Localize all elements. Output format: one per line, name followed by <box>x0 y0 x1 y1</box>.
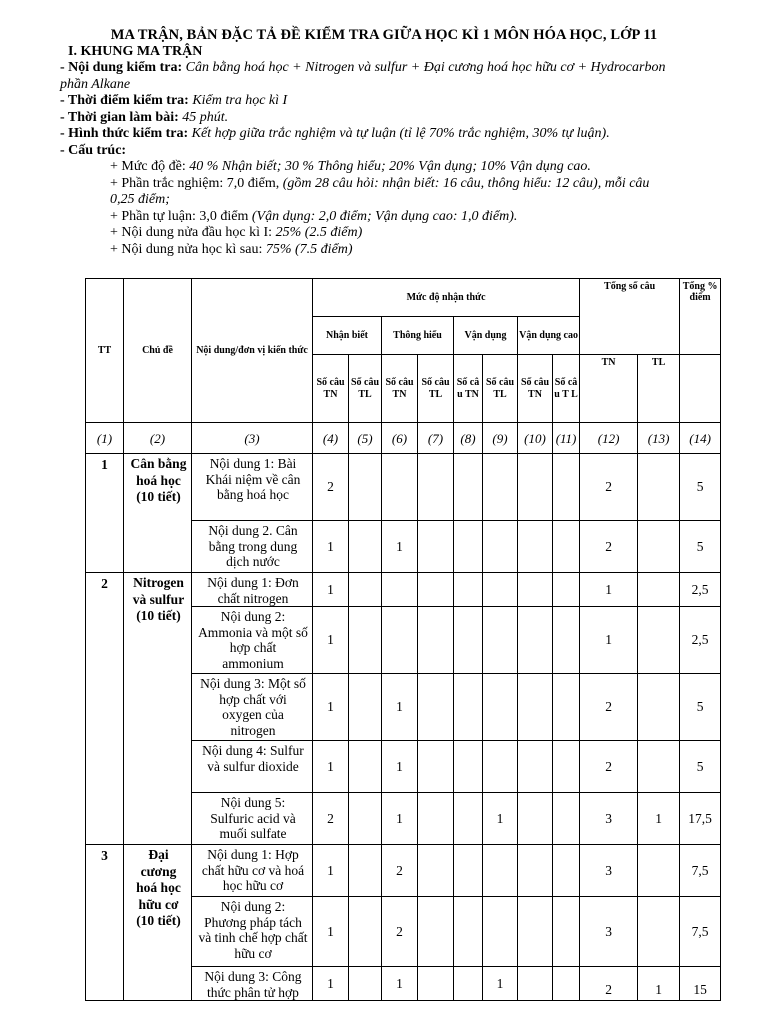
value-cell-c4: 1 <box>313 897 349 967</box>
second-half-value: 75% (7.5 điểm) <box>265 241 353 257</box>
value-cell-c8 <box>454 845 483 897</box>
value-cell-c11 <box>553 521 580 573</box>
value-cell-c4: 1 <box>313 741 349 793</box>
value-cell-c10 <box>518 573 553 607</box>
value-cell-c6: 1 <box>382 967 418 1001</box>
value-cell-c5 <box>349 521 382 573</box>
mc-prefix: + Phần trắc nghiệm: 7,0 điểm, <box>110 175 280 191</box>
header-understand: Thông hiểu <box>382 317 454 355</box>
value-cell-c9 <box>483 573 518 607</box>
value-cell-c8 <box>454 454 483 521</box>
value-cell-c6: 1 <box>382 521 418 573</box>
value-cell-c14: 5 <box>680 521 721 573</box>
value-cell-c8 <box>454 967 483 1001</box>
time-label: - Thời điểm kiểm tra: <box>60 93 189 108</box>
value-cell-c14: 15 <box>680 967 721 1001</box>
matrix-header <box>86 279 721 454</box>
value-cell-c8 <box>454 674 483 741</box>
value-cell-c7 <box>418 573 454 607</box>
value-cell-c12: 2 <box>580 741 638 793</box>
value-cell-c14: 2,5 <box>680 573 721 607</box>
col-number: (9) <box>483 423 518 454</box>
value-cell-c6: 2 <box>382 897 418 967</box>
second-half-line <box>60 242 750 259</box>
value-cell-c10 <box>518 521 553 573</box>
exam-info <box>60 60 750 258</box>
value-cell-c5 <box>349 454 382 521</box>
topic-name: Cân bằng hoá học (10 tiết) <box>124 454 192 573</box>
essay-value: (Vận dụng: 2,0 điểm; Vận dụng cao: 1,0 điểm). <box>251 208 518 224</box>
content-cell: Nội dung 2: Phương pháp tách và tinh chế hợp chất hữu cơ <box>192 897 313 967</box>
value-cell-c6 <box>382 573 418 607</box>
value-cell-c12: 3 <box>580 897 638 967</box>
col-number: (6) <box>382 423 418 454</box>
col-number: (10) <box>518 423 553 454</box>
value-cell-c11 <box>553 967 580 1001</box>
time-line <box>60 93 750 110</box>
header-sub-12: TN <box>580 355 638 423</box>
column-number-row <box>86 423 721 454</box>
value-cell-c4: 1 <box>313 967 349 1001</box>
value-cell-c13 <box>638 521 680 573</box>
value-cell-c7 <box>418 674 454 741</box>
col-number: (3) <box>192 423 313 454</box>
value-cell-c14: 7,5 <box>680 897 721 967</box>
value-cell-c4: 1 <box>313 607 349 674</box>
content-value: Cân bằng hoá học + Nitrogen và sulfur + Đại cương hoá học hữu cơ + Hydrocarbon <box>185 60 666 75</box>
value-cell-c8 <box>454 573 483 607</box>
value-cell-c7 <box>418 967 454 1001</box>
value-cell-c13 <box>638 454 680 521</box>
duration-label: - Thời gian làm bài: <box>60 109 179 125</box>
value-cell-c11 <box>553 741 580 793</box>
col-number: (7) <box>418 423 454 454</box>
content-cell: Nội dung 1: Hợp chất hữu cơ và hoá học hữu cơ <box>192 845 313 897</box>
value-cell-c6: 2 <box>382 845 418 897</box>
header-tt: TT <box>86 279 124 423</box>
section-heading: I. KHUNG MA TRẬN <box>68 44 203 59</box>
value-cell-c6 <box>382 607 418 674</box>
content-cell: Nội dung 1: Bài Khái niệm về cân bằng hoá học <box>192 454 313 521</box>
content-label: - Nội dung kiểm tra: <box>60 60 183 75</box>
col-number: (12) <box>580 423 638 454</box>
value-cell-c14: 2,5 <box>680 607 721 674</box>
header-sub-6: Số câu TN <box>382 355 418 423</box>
value-cell-c13 <box>638 607 680 674</box>
content-line <box>60 60 750 77</box>
value-cell-c13 <box>638 674 680 741</box>
value-cell-c4: 1 <box>313 573 349 607</box>
value-cell-c12: 3 <box>580 845 638 897</box>
value-cell-c7 <box>418 741 454 793</box>
value-cell-c5 <box>349 793 382 845</box>
value-cell-c7 <box>418 521 454 573</box>
value-cell-c7 <box>418 454 454 521</box>
value-cell-c11 <box>553 573 580 607</box>
value-cell-c11 <box>553 845 580 897</box>
value-cell-c5 <box>349 607 382 674</box>
value-cell-c10 <box>518 967 553 1001</box>
first-half-line <box>60 225 750 242</box>
value-cell-c13 <box>638 573 680 607</box>
value-cell-c10 <box>518 793 553 845</box>
value-cell-c13: 1 <box>638 793 680 845</box>
value-cell-c9 <box>483 607 518 674</box>
header-content: Nội dung/đơn vị kiến thức <box>192 279 313 423</box>
header-topic: Chủ đề <box>124 279 192 423</box>
duration-value: 45 phút. <box>182 109 229 125</box>
header-apply-high: Vận dụng cao <box>518 317 580 355</box>
col-number: (5) <box>349 423 382 454</box>
value-cell-c10 <box>518 897 553 967</box>
value-cell-c9 <box>483 845 518 897</box>
value-cell-c9 <box>483 674 518 741</box>
content-cell: Nội dung 2. Cân bằng trong dung dịch nước <box>192 521 313 573</box>
value-cell-c14: 5 <box>680 454 721 521</box>
second-half-prefix: + Nội dung nửa học kì sau: <box>110 241 263 257</box>
table-row <box>86 454 721 521</box>
topic-name: Nitrogen và sulfur (10 tiết) <box>124 573 192 845</box>
value-cell-c10 <box>518 674 553 741</box>
header-apply: Vận dụng <box>454 317 518 355</box>
topic-number: 1 <box>86 454 124 573</box>
value-cell-c4: 2 <box>313 793 349 845</box>
value-cell-c14: 5 <box>680 674 721 741</box>
value-cell-c12: 2 <box>580 967 638 1001</box>
header-sub-13: TL <box>638 355 680 423</box>
level-line <box>60 159 750 176</box>
value-cell-c14: 7,5 <box>680 845 721 897</box>
value-cell-c8 <box>454 793 483 845</box>
value-cell-c5 <box>349 674 382 741</box>
header-total-pct: Tổng % điểm <box>680 279 721 355</box>
value-cell-c13 <box>638 741 680 793</box>
value-cell-c14: 5 <box>680 741 721 793</box>
value-cell-c6: 1 <box>382 793 418 845</box>
table-row <box>86 573 721 607</box>
col-number: (8) <box>454 423 483 454</box>
value-cell-c11 <box>553 607 580 674</box>
structure-label: - Cấu trúc: <box>60 142 127 158</box>
format-label: - Hình thức kiểm tra: <box>60 126 189 141</box>
format-line <box>60 126 750 143</box>
value-cell-c10 <box>518 607 553 674</box>
value-cell-c5 <box>349 967 382 1001</box>
mc-line <box>60 176 750 193</box>
value-cell-c8 <box>454 741 483 793</box>
col-number: (13) <box>638 423 680 454</box>
structure-line <box>60 143 750 160</box>
col-number: (1) <box>86 423 124 454</box>
format-value: Kết hợp giữa trắc nghiệm và tự luận (tỉ lệ 70% trắc nghiệm, 30% tự luận). <box>191 126 610 141</box>
value-cell-c8 <box>454 521 483 573</box>
value-cell-c5 <box>349 897 382 967</box>
value-cell-c11 <box>553 674 580 741</box>
matrix-table <box>85 278 721 1001</box>
header-total-group: Tổng số câu <box>580 279 680 355</box>
value-cell-c12: 3 <box>580 793 638 845</box>
col-number: (4) <box>313 423 349 454</box>
value-cell-c10 <box>518 845 553 897</box>
level-prefix: + Mức độ đề: <box>110 159 186 174</box>
value-cell-c5 <box>349 573 382 607</box>
value-cell-c12: 1 <box>580 607 638 674</box>
first-half-prefix: + Nội dung nửa đầu học kì I: <box>110 225 273 240</box>
matrix-body <box>86 454 721 1001</box>
value-cell-c6: 1 <box>382 674 418 741</box>
content-cell: Nội dung 2: Ammonia và một số hợp chất ammonium <box>192 607 313 674</box>
value-cell-c9: 1 <box>483 967 518 1001</box>
value-cell-c14: 17,5 <box>680 793 721 845</box>
essay-line <box>60 209 750 226</box>
value-cell-c9 <box>483 741 518 793</box>
value-cell-c4: 1 <box>313 521 349 573</box>
col-number: (14) <box>680 423 721 454</box>
header-sub-7: Số câu TL <box>418 355 454 423</box>
topic-name: Đại cương hoá học hữu cơ (10 tiết) <box>124 845 192 1001</box>
value-cell-c8 <box>454 607 483 674</box>
content-cell: Nội dung 5: Sulfuric acid và muối sulfate <box>192 793 313 845</box>
value-cell-c4: 1 <box>313 674 349 741</box>
value-cell-c10 <box>518 741 553 793</box>
content-line-2 <box>60 77 750 94</box>
content-cell: Nội dung 4: Sulfur và sulfur dioxide <box>192 741 313 793</box>
table-row <box>86 845 721 897</box>
value-cell-c8 <box>454 897 483 967</box>
header-recognize: Nhận biết <box>313 317 382 355</box>
topic-number: 3 <box>86 845 124 1001</box>
value-cell-c12: 2 <box>580 454 638 521</box>
value-cell-c11 <box>553 793 580 845</box>
header-sub-9: Số câu TL <box>483 355 518 423</box>
col-number: (11) <box>553 423 580 454</box>
mc-line-2 <box>60 192 750 209</box>
value-cell-c4: 2 <box>313 454 349 521</box>
content-cell: Nội dung 3: Công thức phân tử hợp <box>192 967 313 1001</box>
value-cell-c12: 2 <box>580 521 638 573</box>
value-cell-c6 <box>382 454 418 521</box>
header-sub-8: Số câ u TN <box>454 355 483 423</box>
header-sub-10: Số câu TN <box>518 355 553 423</box>
document-title: MA TRẬN, BẢN ĐẶC TẢ ĐỀ KIỂM TRA GIỮA HỌC KÌ 1 MÔN HÓA HỌC, LỚP 11 <box>110 27 658 43</box>
value-cell-c4: 1 <box>313 845 349 897</box>
value-cell-c9: 1 <box>483 793 518 845</box>
header-sub-11: Số câ u T L <box>553 355 580 423</box>
content-cell: Nội dung 1: Đơn chất nitrogen <box>192 573 313 607</box>
level-value: 40 % Nhận biết; 30 % Thông hiểu; 20% Vận dụng; 10% Vận dụng cao. <box>189 159 591 174</box>
topic-number: 2 <box>86 573 124 845</box>
first-half-value: 25% (2.5 điểm) <box>275 225 363 240</box>
mc-value: (gồm 28 câu hỏi: nhận biết: 16 câu, thông hiểu: 12 câu), mỗi câu <box>282 175 650 191</box>
value-cell-c7 <box>418 897 454 967</box>
value-cell-c7 <box>418 845 454 897</box>
time-value: Kiểm tra học kì I <box>192 93 288 108</box>
mc-value-2: 0,25 điểm; <box>110 192 170 207</box>
value-cell-c9 <box>483 897 518 967</box>
value-cell-c12: 2 <box>580 674 638 741</box>
col-number: (2) <box>124 423 192 454</box>
value-cell-c7 <box>418 793 454 845</box>
value-cell-c10 <box>518 454 553 521</box>
header-sub-5: Số câu TL <box>349 355 382 423</box>
duration-line <box>60 110 750 127</box>
value-cell-c13: 1 <box>638 967 680 1001</box>
header-sub-4: Số câu TN <box>313 355 349 423</box>
value-cell-c11 <box>553 897 580 967</box>
content-value-2: phần Alkane <box>60 76 131 92</box>
value-cell-c9 <box>483 454 518 521</box>
value-cell-c5 <box>349 845 382 897</box>
value-cell-c9 <box>483 521 518 573</box>
value-cell-c11 <box>553 454 580 521</box>
value-cell-c13 <box>638 845 680 897</box>
value-cell-c5 <box>349 741 382 793</box>
content-cell: Nội dung 3: Một số hợp chất với oxygen của nitrogen <box>192 674 313 741</box>
value-cell-c7 <box>418 607 454 674</box>
value-cell-c6: 1 <box>382 741 418 793</box>
value-cell-c12: 1 <box>580 573 638 607</box>
value-cell-c13 <box>638 897 680 967</box>
header-sub-14 <box>680 355 721 423</box>
header-level-group: Mức độ nhận thức <box>313 279 580 317</box>
essay-prefix: + Phần tự luận: 3,0 điểm <box>110 208 249 224</box>
